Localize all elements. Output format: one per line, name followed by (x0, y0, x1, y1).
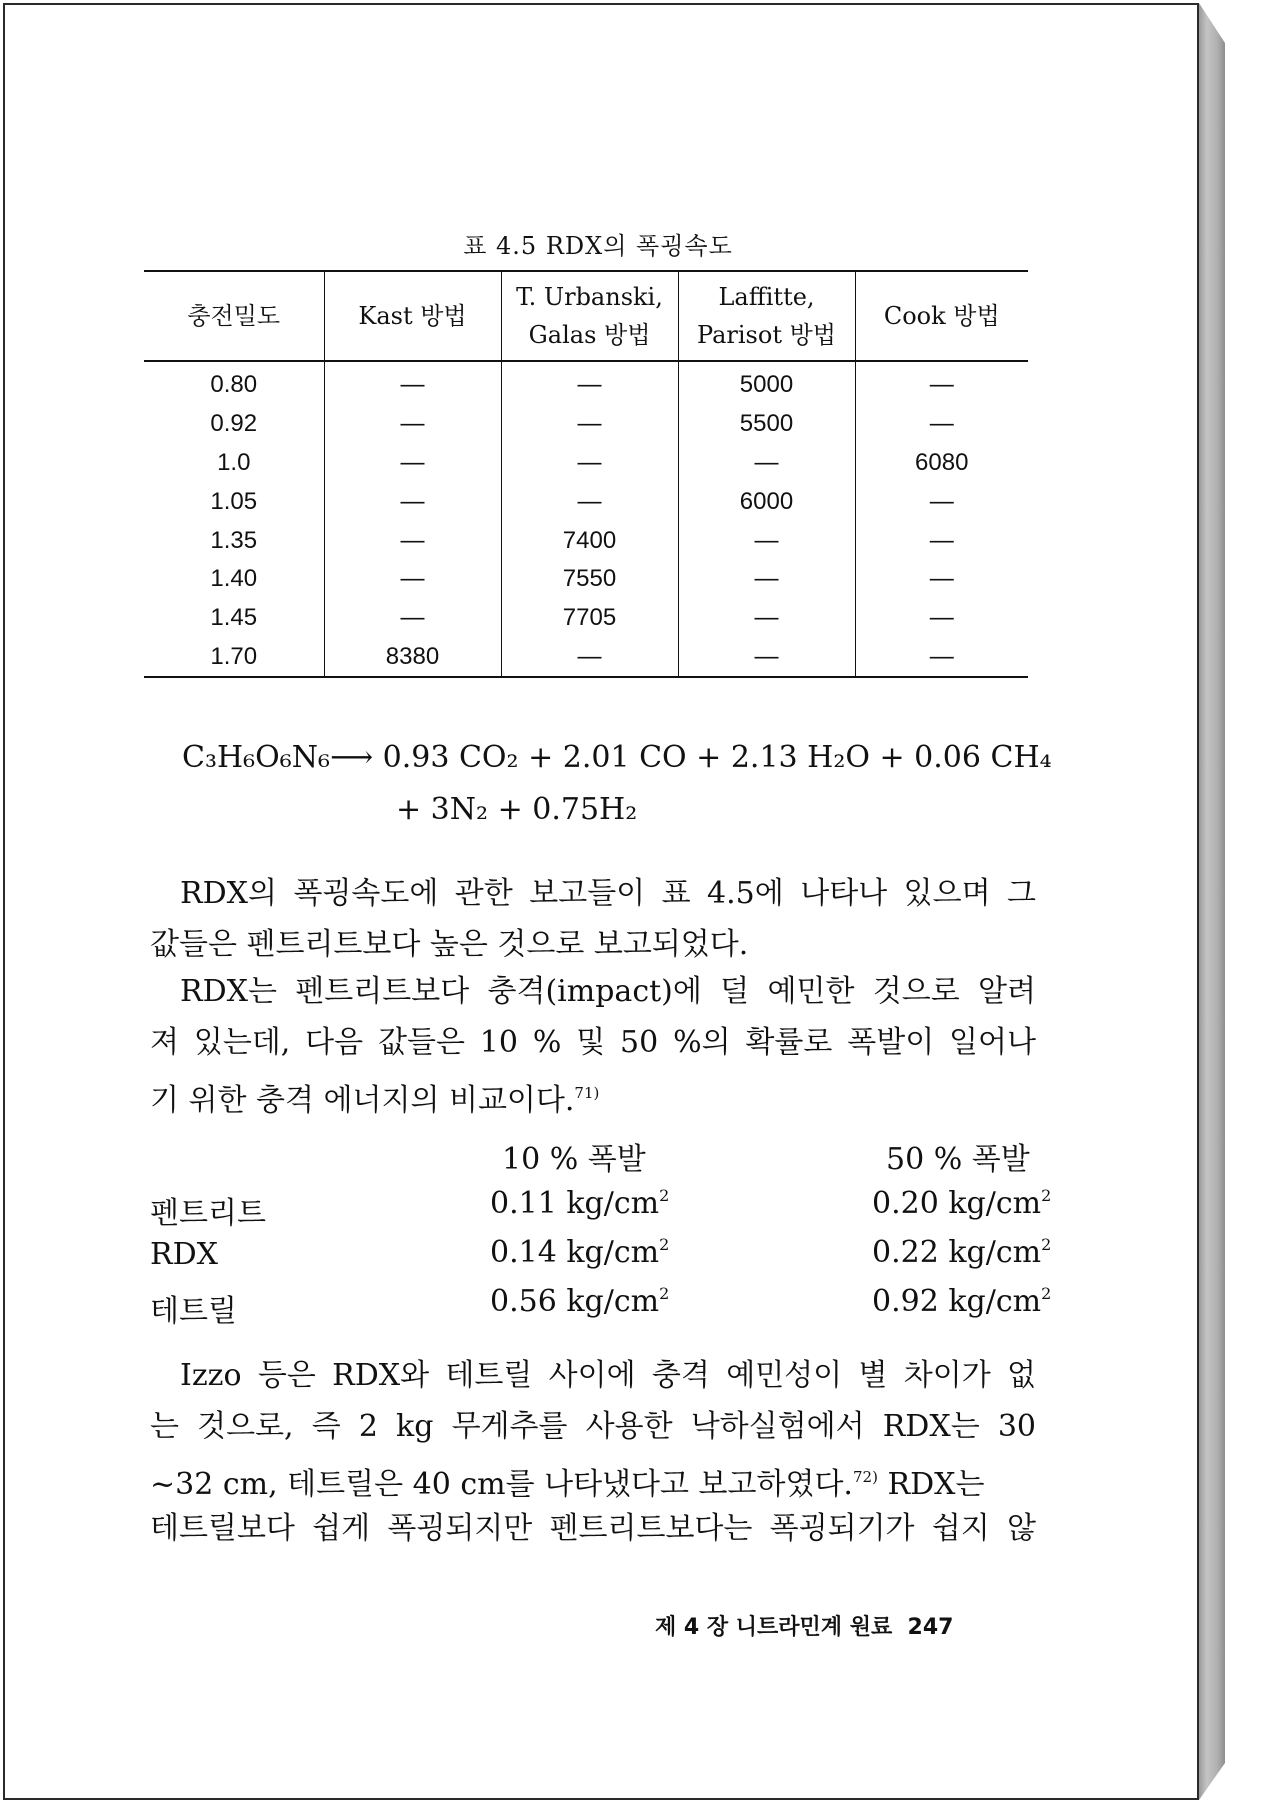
cell-urbanski: 7550 (501, 560, 678, 599)
table-row (144, 361, 1028, 405)
impact-unit: kg/cm (566, 1235, 660, 1270)
paragraph-line: Izzo 등은 RDX와 테트릴 사이에 충격 예민성이 별 차이가 없 (180, 1358, 1036, 1393)
cell-laffitte: — (678, 599, 855, 638)
cell-cook: — (855, 638, 1028, 678)
header-cook: Cook 방법 (855, 271, 1028, 361)
impact-number: 0.22 (872, 1235, 939, 1270)
cell-kast: — (324, 361, 501, 405)
paragraph-impact-sensitivity (150, 966, 1036, 1119)
paragraph-line: RDX의 폭굉속도에 관한 보고들이 표 4.5에 나타나 있으며 그 (180, 876, 1036, 911)
impact-row-name: 펜트리트 (150, 1196, 266, 1231)
impact-unit-exponent: 2 (659, 1186, 670, 1205)
table-header-row (144, 271, 1028, 361)
impact-number: 0.11 (490, 1186, 557, 1221)
header-urbanski (501, 271, 678, 361)
impact-number: 0.14 (490, 1235, 557, 1270)
cell-laffitte: 5000 (678, 361, 855, 405)
header-laffitte-line2: Parisot 방법 (697, 321, 836, 349)
equation-reactant: C₃H₆O₆N₆ (182, 740, 331, 775)
paragraph-line: 테트릴보다 쉽게 폭굉되지만 펜트리트보다는 폭굉되기가 쉽지 않 (150, 1511, 1036, 1546)
equation-products-2: + 3N₂ + 0.75H₂ (396, 792, 638, 827)
impact-value-50 (872, 1235, 1051, 1270)
impact-row-name: RDX (150, 1237, 218, 1272)
page-number: 247 (907, 1615, 954, 1640)
impact-unit-exponent: 2 (659, 1235, 670, 1254)
reaction-equation-line2 (396, 792, 637, 827)
cell-density: 1.35 (210, 526, 258, 554)
reaction-equation-line1 (182, 740, 1052, 775)
cell-laffitte: — (678, 444, 855, 483)
header-density: 충전밀도 (144, 271, 324, 361)
cell-density: 0.80 (210, 371, 258, 399)
table-row (144, 560, 1028, 599)
impact-number: 0.20 (872, 1186, 939, 1221)
impact-unit-exponent: 2 (659, 1284, 670, 1303)
cell-laffitte: — (678, 521, 855, 560)
impact-value-50 (872, 1284, 1051, 1319)
cell-cook: — (855, 482, 1028, 521)
cell-cook: — (855, 560, 1028, 599)
header-urbanski-line2: Galas 방법 (528, 321, 651, 349)
impact-unit: kg/cm (566, 1284, 660, 1319)
paragraph-line (150, 1068, 1036, 1119)
impact-number: 0.56 (490, 1284, 557, 1319)
cell-density: 1.0 (217, 448, 251, 476)
paragraph-line (150, 1452, 1036, 1503)
cell-cook: 6080 (855, 444, 1028, 483)
cell-laffitte: 5500 (678, 405, 855, 444)
cell-kast: — (324, 444, 501, 483)
table-caption: 표 4.5 RDX의 폭굉속도 (463, 232, 733, 260)
header-laffitte (678, 271, 855, 361)
cell-urbanski: — (501, 638, 678, 678)
impact-unit: kg/cm (566, 1186, 660, 1221)
header-kast: Kast 방법 (324, 271, 501, 361)
impact-row-name: 테트릴 (150, 1294, 237, 1329)
cell-kast: — (324, 405, 501, 444)
impact-col-50-header: 50 % 폭발 (886, 1142, 1030, 1177)
impact-unit: kg/cm (948, 1284, 1042, 1319)
table-row (144, 405, 1028, 444)
table-row (144, 482, 1028, 521)
impact-unit-exponent: 2 (1041, 1235, 1052, 1254)
table-row (144, 444, 1028, 483)
cell-kast: — (324, 521, 501, 560)
cell-cook: — (855, 405, 1028, 444)
impact-value-10 (490, 1235, 669, 1270)
impact-value-10 (490, 1284, 669, 1319)
paragraph-line: 값들은 펜트리트보다 높은 것으로 보고되었다. (150, 927, 749, 962)
cell-cook: — (855, 521, 1028, 560)
paragraph-line: 져 있는데, 다음 값들은 10 % 및 50 %의 확률로 폭발이 일어나 (150, 1025, 1036, 1060)
equation-products-1: 0.93 CO₂ + 2.01 CO + 2.13 H₂O + 0.06 CH₄ (382, 740, 1052, 775)
cell-kast: — (324, 560, 501, 599)
impact-value-10 (490, 1186, 669, 1221)
header-urbanski-line1: T. Urbanski, (516, 283, 663, 311)
cell-urbanski: — (501, 482, 678, 521)
cell-density: 1.45 (210, 604, 258, 632)
cell-urbanski: 7705 (501, 599, 678, 638)
cell-density: 1.05 (210, 487, 258, 515)
cell-laffitte: 6000 (678, 482, 855, 521)
cell-laffitte: — (678, 638, 855, 678)
cell-urbanski: — (501, 361, 678, 405)
paragraph-line: 는 것으로, 즉 2 kg 무게추를 사용한 낙하실험에서 RDX는 30 (150, 1409, 1036, 1444)
table-row (144, 599, 1028, 638)
cell-urbanski: — (501, 405, 678, 444)
cell-laffitte: — (678, 560, 855, 599)
footnote-ref: 72) (852, 1468, 878, 1486)
impact-unit: kg/cm (948, 1186, 1042, 1221)
cell-kast: 8380 (324, 638, 501, 678)
reaction-arrow-icon: ⟶ (330, 740, 374, 775)
page-edge-shadow (1199, 3, 1225, 1800)
paragraph-line-text: RDX는 (887, 1467, 985, 1502)
table-row (144, 638, 1028, 678)
impact-unit: kg/cm (948, 1235, 1042, 1270)
impact-unit-exponent: 2 (1041, 1186, 1052, 1205)
impact-col-10-header: 10 % 폭발 (502, 1142, 646, 1177)
cell-cook: — (855, 599, 1028, 638)
impact-number: 0.92 (872, 1284, 939, 1319)
paragraph-line-text: 기 위한 충격 에너지의 비교이다. (150, 1083, 575, 1118)
cell-cook: — (855, 361, 1028, 405)
impact-value-50 (872, 1186, 1051, 1221)
page-footer (655, 1610, 953, 1641)
paragraph-line-text: ~32 cm, 테트릴은 40 cm를 나타냈다고 보고하였다. (150, 1467, 853, 1502)
detonation-velocity-table (144, 270, 1028, 678)
cell-urbanski: 7400 (501, 521, 678, 560)
cell-density: 1.70 (144, 638, 324, 678)
header-laffitte-line1: Laffitte, (718, 283, 815, 311)
paragraph-izzo-comparison (150, 1350, 1036, 1554)
cell-kast: — (324, 482, 501, 521)
paragraph-line: RDX는 펜트리트보다 충격(impact)에 덜 예민한 것으로 알려 (180, 974, 1036, 1009)
table-row (144, 521, 1028, 560)
footnote-ref: 71) (574, 1084, 600, 1102)
cell-density: 1.40 (210, 565, 258, 593)
impact-unit-exponent: 2 (1041, 1284, 1052, 1303)
cell-kast: — (324, 599, 501, 638)
cell-urbanski: — (501, 444, 678, 483)
chapter-title: 제 4 장 니트라민계 원료 (655, 1615, 893, 1640)
paragraph-velocity-report (150, 868, 1036, 970)
cell-density: 0.92 (210, 410, 258, 438)
